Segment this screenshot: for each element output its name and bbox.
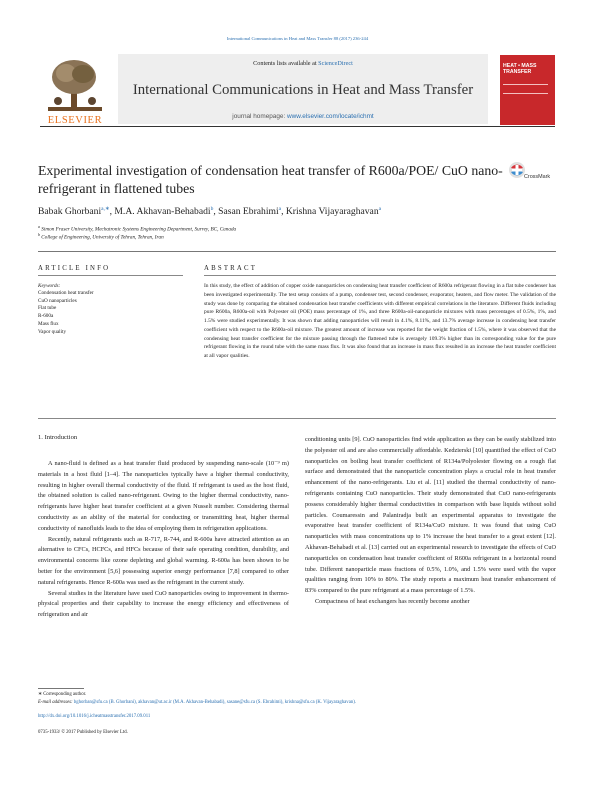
- author-affiliation-mark[interactable]: a,∗: [101, 206, 110, 212]
- keyword: CuO nanoparticles: [38, 297, 77, 304]
- journal-homepage: [118, 113, 488, 120]
- body-paragraph: conditioning units [9]. CuO nanoparticles find wide application as they can be easily stabilized into the polyester oil and are also commercially affordable. Kedzierski [10] quantified the effect of CuO nanoparticles on boiling heat transfer coefficient of R134a/Polyolester flowing on a rough flat surface and demonstrated that the nanoparticle concentration plays a crucial role in heat transfer enhancement of the nano-refrigerants. Liu et al. [11] studied the thermal conductivity of nano-refrigerants containing CuO nanoparticles. Their study demonstrated that CuO nano-refrigerants possess considerably higher thermal conductivities in comparison with base liquids without solid particles. Coumaressin and Palaniradja built an experimental apparatus to investigate the evaporative heat transfer coefficient of R134a/CuO mixture. It was found that using CuO nanoparticles with mass concentrations up to 1% increase the heat transfer to a great extent [12]. Akhavan-Behabadi et al. [13] carried out an experimental research to investigate the effects of CuO nanoparticles on condensation heat transfer coefficient of R600a refrigerant in a horizontal round tube. Different nanoparticle mass fractions of 0.5%, 1.0%, and 1.5% were used with the vapor qualities ranging from 10% to 80%. The study reports a maximum heat transfer enhancement of 83% compared to the pure refrigerant at a mass percentage of 1.5%.: [305, 436, 556, 595]
- abstract-rule: [204, 275, 556, 276]
- author-affiliation-mark[interactable]: a: [278, 206, 282, 212]
- contents-line: [118, 60, 488, 67]
- body-divider: [38, 418, 556, 419]
- corresponding-author-note: ∗ Corresponding author.: [38, 692, 87, 697]
- contents-prefix: Contents lists available at: [253, 60, 319, 67]
- body-paragraph: Compactness of heat exchangers has recently become another: [315, 597, 470, 605]
- keywords-label: Keywords:: [38, 283, 61, 289]
- body-paragraph: Several studies in the literature have used CuO nanoparticles owing to improvement in thermo-physical properties and their capability to increase the energy efficiency and effectiveness of refrigeration and air: [38, 589, 289, 619]
- cover-title: HEAT • MASS TRANSFER: [503, 63, 537, 75]
- footnote-rule: [38, 688, 84, 689]
- keyword: Vapor quality: [38, 328, 67, 335]
- email-label: E-mail addresses:: [38, 700, 74, 705]
- keyword: Mass flux: [38, 320, 59, 327]
- author-name: M.A. Akhavan-Behabadi: [114, 206, 211, 218]
- body-paragraph: A nano-fluid is defined as a heat transfer fluid produced by suspending nano-scale (10⁻⁹ m) materials in a host fluid [1–4]. The nanoparticles typically have a higher thermal conductivity, resulting in higher overall thermal conductivity of the fluid. If refrigerant is used as the host fluid, the obtained solution is called nano-refrigerant. Owing to the higher thermal conductivity, nano-refrigerants have higher heat transfer coefficient at a given Nusselt number. Considering thermal conductivity as an ability of the material for conducting or transmitting heat, higher thermal conductivity of nanofluids leads to the idea of employing them in refrigeration applications.: [38, 460, 289, 532]
- keyword: Flat tube: [38, 305, 57, 312]
- homepage-prefix: journal homepage:: [232, 113, 288, 120]
- affiliation-text: Simon Fraser University, Mechatronic Systems Engineering Department, Surrey, BC, Canada: [41, 226, 237, 233]
- author-name: Krishna Vijayaraghavan: [285, 206, 379, 218]
- homepage-link[interactable]: www.elsevier.com/locate/ichmt: [287, 113, 374, 120]
- author-name: Sasan Ebrahimi: [218, 206, 279, 218]
- journal-title: International Communications in Heat and Mass Transfer: [132, 82, 474, 98]
- sciencedirect-link[interactable]: ScienceDirect: [318, 60, 353, 67]
- elsevier-wordmark: ELSEVIER: [47, 115, 103, 126]
- section-heading-introduction: 1. Introduction: [38, 434, 78, 441]
- body-column-left: [38, 459, 289, 621]
- affiliation-mark: b: [38, 232, 40, 237]
- section-divider: [38, 251, 556, 252]
- author-list: Babak Ghorbani$^{a,∗}$, M.A. Akhavan-Behabadi$^b$, Sasan Ebrahimi$^a$, Krishna Vijayaraghavan$^a$: [38, 206, 382, 218]
- cover-decoration: [503, 84, 548, 94]
- keyword-list: [38, 290, 94, 336]
- crossmark-label: CrossMark: [524, 174, 551, 180]
- affiliation: [38, 232, 558, 241]
- article-title: Experimental investigation of condensation heat transfer of R600a/POE/ CuO nano-refrigerant in flattened tubes: [38, 163, 503, 196]
- doi-link[interactable]: http://dx.doi.org/10.1016/j.icheatmasstransfer.2017.09.011: [38, 714, 151, 719]
- affiliation-text: College of Engineering, University of Tehran, Tehran, Iran: [41, 234, 164, 241]
- article-info-heading: ARTICLE INFO: [38, 265, 111, 272]
- abstract-text: In this study, the effect of addition of copper oxide nanoparticles on condensing heat transfer coefficient of R600a refrigerant flowing in a flat tube condenser has been investigated experimentally. The test setup consists of a pump, condenser test, second condenser, evaporator, heaters, and flow meter. The validation of the study was done by comparing the obtained condensation heat transfer coefficients with different empirical correlations in the literature. Different fluids including pure R600a, R600a-oil with Polyester oil (POE) mass percentage of 1%, and three R600a-oil-nanoparticle mixtures with mass percentages of 0.5%, 1%, and 1.5% were studied experimentally. It was shown that adding nanoparticles will result in 4.1%, 8.11%, and 13.7% average increase in condensing heat transfer coefficient with respect to the R600a-oil mixture. The greatest amount of increase was reported for the weight fraction of 1.5%, where it was observed that the condensing heat transfer coefficient for the mixture passing through the flattened tube is averagely 109.3% higher than its corresponding value for the pure refrigerant flowing in the round tube with the same mass flux. It was also found that an increase in mass flux resulted in an increase the heat transfer coefficient at all vapor qualities.: [204, 283, 556, 359]
- issn-copyright: 0735-1933/ © 2017 Published by Elsevier Ltd.: [38, 730, 128, 735]
- author-affiliation-mark[interactable]: a: [378, 206, 382, 212]
- abstract-heading: ABSTRACT: [204, 265, 258, 272]
- author-affiliation-mark[interactable]: b: [210, 206, 214, 212]
- keyword: Condensation heat transfer: [38, 290, 94, 296]
- crossmark-icon[interactable]: [508, 160, 556, 186]
- article-info-rule: [38, 275, 183, 276]
- email-addresses[interactable]: bghorban@sfu.ca (B. Ghorbani), akhavan@ut.ac.ir (M.A. Akhavan-Behabadi), sasane@sfu.ca (S. Ebrahimi), krishna@sfu.ca (K. Vijayaraghavan).: [73, 700, 357, 705]
- running-header[interactable]: International Communications in Heat and Mass Transfer 88 (2017) 236-244: [226, 36, 369, 41]
- keyword: R-600a: [38, 313, 54, 320]
- author-name: Babak Ghorbani: [38, 206, 102, 218]
- body-column-right: [305, 435, 556, 608]
- email-footnote: [38, 699, 558, 706]
- affiliation-mark: a: [38, 224, 40, 229]
- body-paragraph: Recently, natural refrigerants such as R-717, R-744, and R-600a have attracted attention as an alternative to CFCs, HCFCs, and HFCs because of their safe operating condition, durability, and environmental concerns like ozone depleting and global warming. R-600a has been shown to be better for the environment [5,6] possessing superior energy performance [7,8] compared to other natural refrigerants. Hence R-600a was used as the refrigerant in the current study.: [38, 535, 289, 586]
